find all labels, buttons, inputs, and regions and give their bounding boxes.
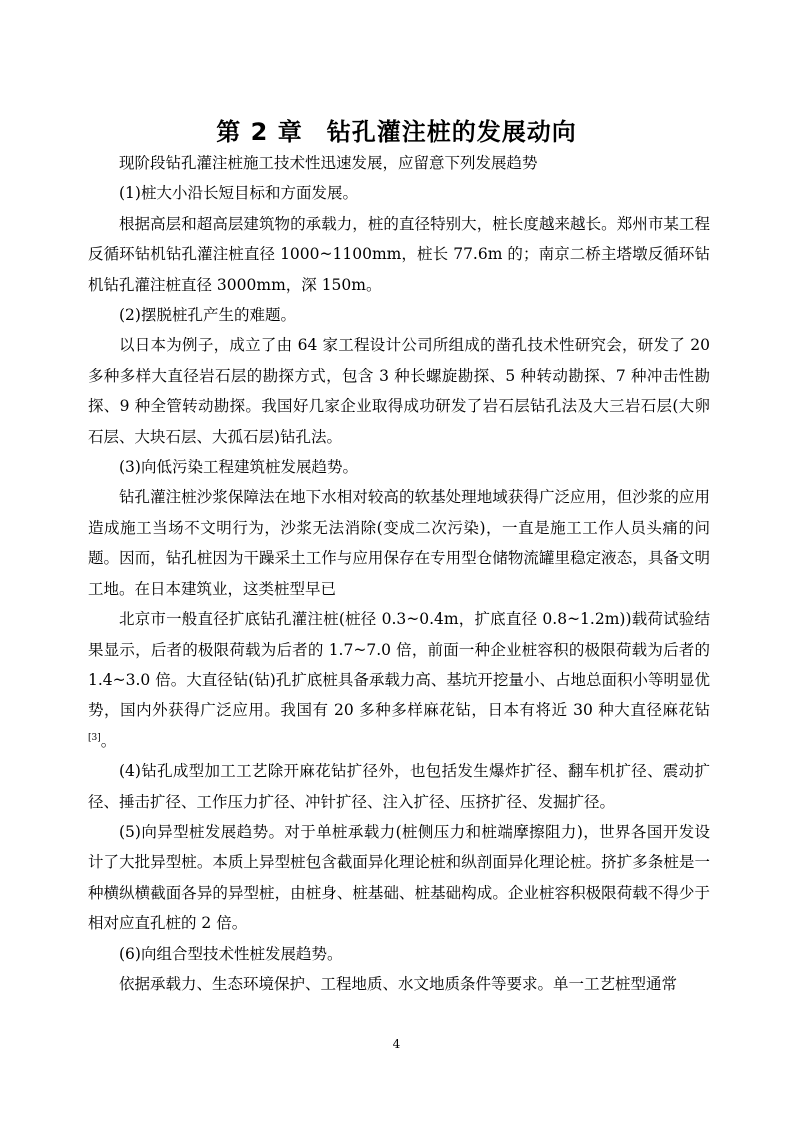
paragraph-item-5: (5)向异型桩发展趋势。对于单桩承载力(桩侧压力和桩端摩擦阻力)，世界各国开发设计了大批异型桩。本质上异型桩包含截面异化理论桩和纵剖面异化理论桩。挤扩多条桩是一种横纵横截面各异的异型桩，由桩身、桩基础、桩基础构成。企业桩容积极限荷载不得少于相对应直孔桩的 2 倍。 <box>88 822 710 933</box>
chapter-title: 钻孔灌注桩的发展动向 <box>326 118 577 147</box>
paragraph-item-3-heading: (3)向低污染工程建筑桩发展趋势。 <box>119 458 358 477</box>
paragraph-item-2-heading: (2)摆脱桩孔产生的难题。 <box>119 306 296 325</box>
chapter-label: 第 2 章 <box>216 118 303 147</box>
paragraph-intro: 现阶段钻孔灌注桩施工技术性迅速发展，应留意下列发展趋势 <box>119 154 538 172</box>
paragraph-beijing-text: 北京市一般直径扩底钻孔灌注桩(桩径 0.3~0.4m，扩底直径 0.8~1.2m))载荷试验结果显示，后者的极限荷载为后者的 1.7~7.0 倍，前面一种企业桩容积的极限荷载为后者的 1.4~3.0 倍。大直径钻(钻)孔扩底桩具备承载力高、基坑开挖量小、占地总面积小等明显优势，国内外获得广泛应用。我国有 20 多种多样麻花钻，日本有将近 30 种大直径麻花钻 <box>88 610 710 720</box>
paragraph-item-4: (4)钻孔成型加工工艺除开麻花钻扩径外，也包括发生爆炸扩径、翻车机扩径、震动扩径、捶击扩径、工作压力扩径、冲针扩径、注入扩径、压挤扩径、发掘扩径。 <box>88 762 710 811</box>
citation-tail: 。 <box>100 731 117 750</box>
paragraph-item-1-heading: (1)桩大小沿长短目标和方面发展。 <box>119 184 358 203</box>
paragraph-item-2-body: 以日本为例子，成立了由 64 家工程设计公司所组成的凿孔技术性研究会，研发了 20 多种多样大直径岩石层的勘探方式，包含 3 种长螺旋勘探、5 种转动勘探、7 种冲击性勘探、9 种全管转动勘探。我国好几家企业取得成功研发了岩石层钻孔法及大三岩石层(大卵石层、大块石层、大孤石层)钻孔法。 <box>88 336 710 446</box>
paragraph-item-1-body: 根据高层和超高层建筑物的承载力，桩的直径特别大，桩长度越来越长。郑州市某工程反循环钻机钻孔灌注桩直径 1000~1100mm，桩长 77.6m 的；南京二桥主塔墩反循环钻机钻孔灌注桩直径 3000mm，深 150m。 <box>88 214 710 294</box>
body-text <box>88 148 710 999</box>
paragraph-item-6-body: 依据承载力、生态环境保护、工程地质、水文地质条件等要求。单一工艺桩型通常 <box>119 974 678 993</box>
page-number: 4 <box>392 1037 401 1051</box>
citation-reference: [3] <box>88 732 101 743</box>
chapter-heading <box>0 114 793 150</box>
paragraph-beijing-test <box>88 604 710 756</box>
paragraph-item-6-heading: (6)向组合型技术性桩发展趋势。 <box>119 944 343 963</box>
paragraph-item-3-body: 钻孔灌注桩沙浆保障法在地下水相对较高的软基处理地域获得广泛应用，但沙浆的应用造成施工当场不文明行为，沙浆无法消除(变成二次污染)，一直是施工工作人员头痛的问题。因而，钻孔桩因为干躁采土工作与应用保存在专用型仓储物流罐里稳定液态，具备文明工地。在日本建筑业，这类桩型早已 <box>88 488 710 598</box>
